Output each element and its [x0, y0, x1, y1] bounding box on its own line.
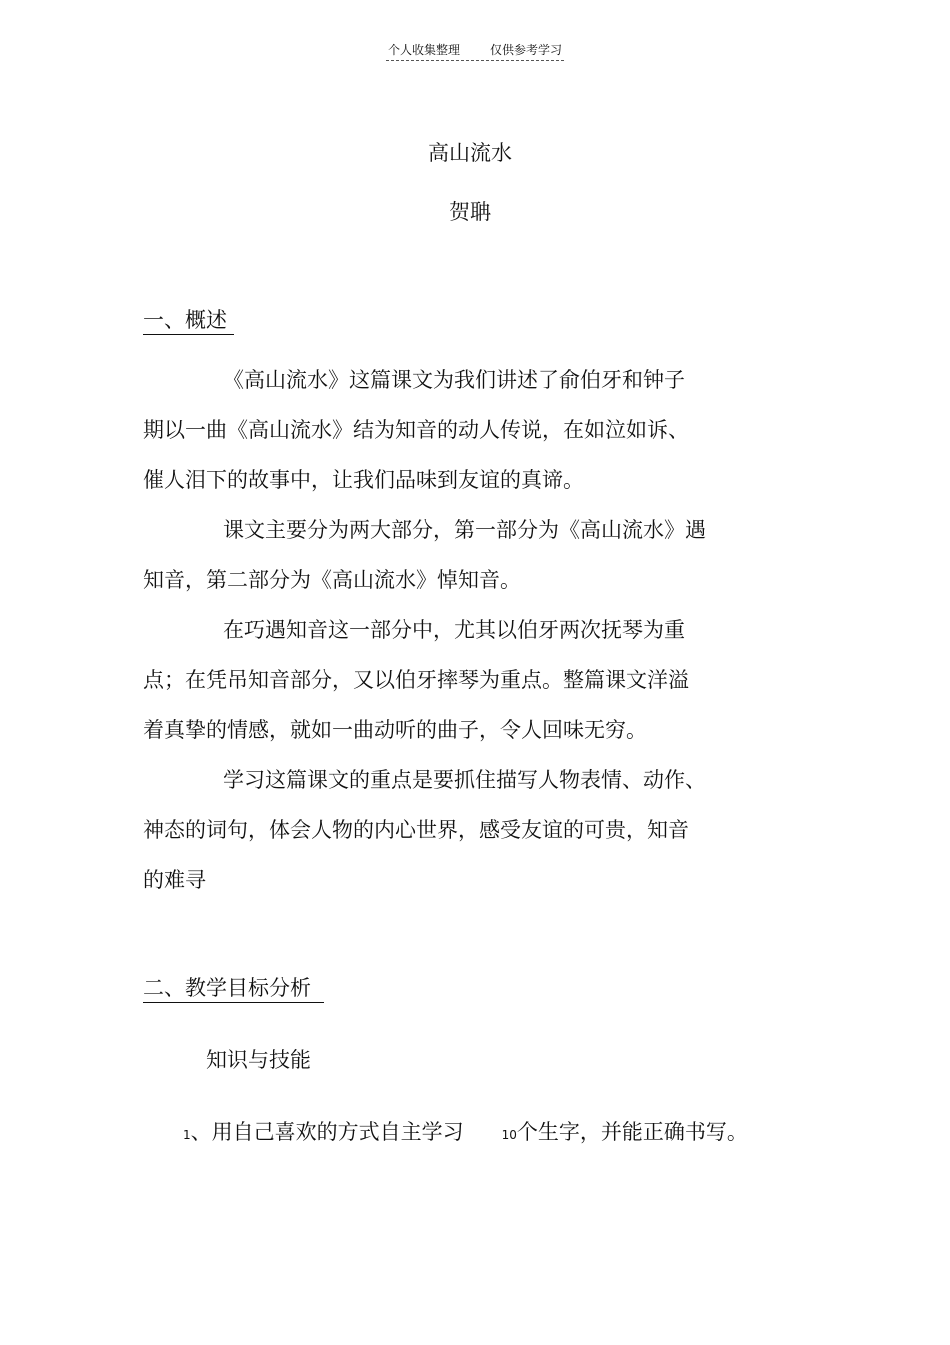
objective-item-count: 10 [501, 1128, 517, 1142]
objective-item-number: 1 [183, 1128, 191, 1142]
page-header [0, 39, 950, 61]
section-heading-objectives: 二、教学目标分析 [143, 974, 324, 1003]
paragraph-3 [143, 605, 763, 755]
section-heading-overview: 一、概述 [143, 306, 234, 335]
objective-item-1 [183, 1118, 748, 1149]
paragraph-3-line: 点；在凭吊知音部分，又以伯牙摔琴为重点。整篇课文洋溢 [143, 668, 689, 692]
paragraph-1-line: 催人泪下的故事中，让我们品味到友谊的真谛。 [143, 468, 584, 492]
paragraph-4-line: 神态的词句，体会人物的内心世界，感受友谊的可贵，知音 [143, 818, 689, 842]
paragraph-2-line: 课文主要分为两大部分，第一部分为《高山流水》遇 [223, 518, 706, 542]
header-text [386, 42, 564, 61]
paragraph-2-line: 知音，第二部分为《高山流水》悼知音。 [143, 568, 521, 592]
header-left-text: 个人收集整理 [387, 43, 460, 57]
paragraph-3-line: 着真挚的情感，就如一曲动听的曲子，令人回味无穷。 [143, 718, 647, 742]
paragraph-3-line: 在巧遇知音这一部分中，尤其以伯牙两次抚琴为重 [223, 618, 685, 642]
paragraph-2 [143, 505, 763, 605]
paragraph-1 [143, 355, 763, 505]
header-right-text: 仅供参考学习 [490, 43, 563, 57]
paragraph-4-line: 的难寻 [143, 868, 206, 892]
paragraph-1-line: 期以一曲《高山流水》结为知音的动人传说，在如泣如诉、 [143, 418, 689, 442]
paragraph-4-line: 学习这篇课文的重点是要抓住描写人物表情、动作、 [223, 768, 706, 792]
document-title: 高山流水 [428, 141, 512, 165]
objective-item-text-b: 个生字，并能正确书写。 [516, 1120, 748, 1144]
document-author: 贺聃 [449, 200, 491, 224]
objective-item-text-a: 、用自己喜欢的方式自主学习 [190, 1120, 464, 1144]
subheading-knowledge-skills: 知识与技能 [206, 1048, 311, 1072]
paragraph-1-line: 《高山流水》这篇课文为我们讲述了俞伯牙和钟子 [223, 368, 685, 392]
paragraph-4 [143, 755, 763, 905]
